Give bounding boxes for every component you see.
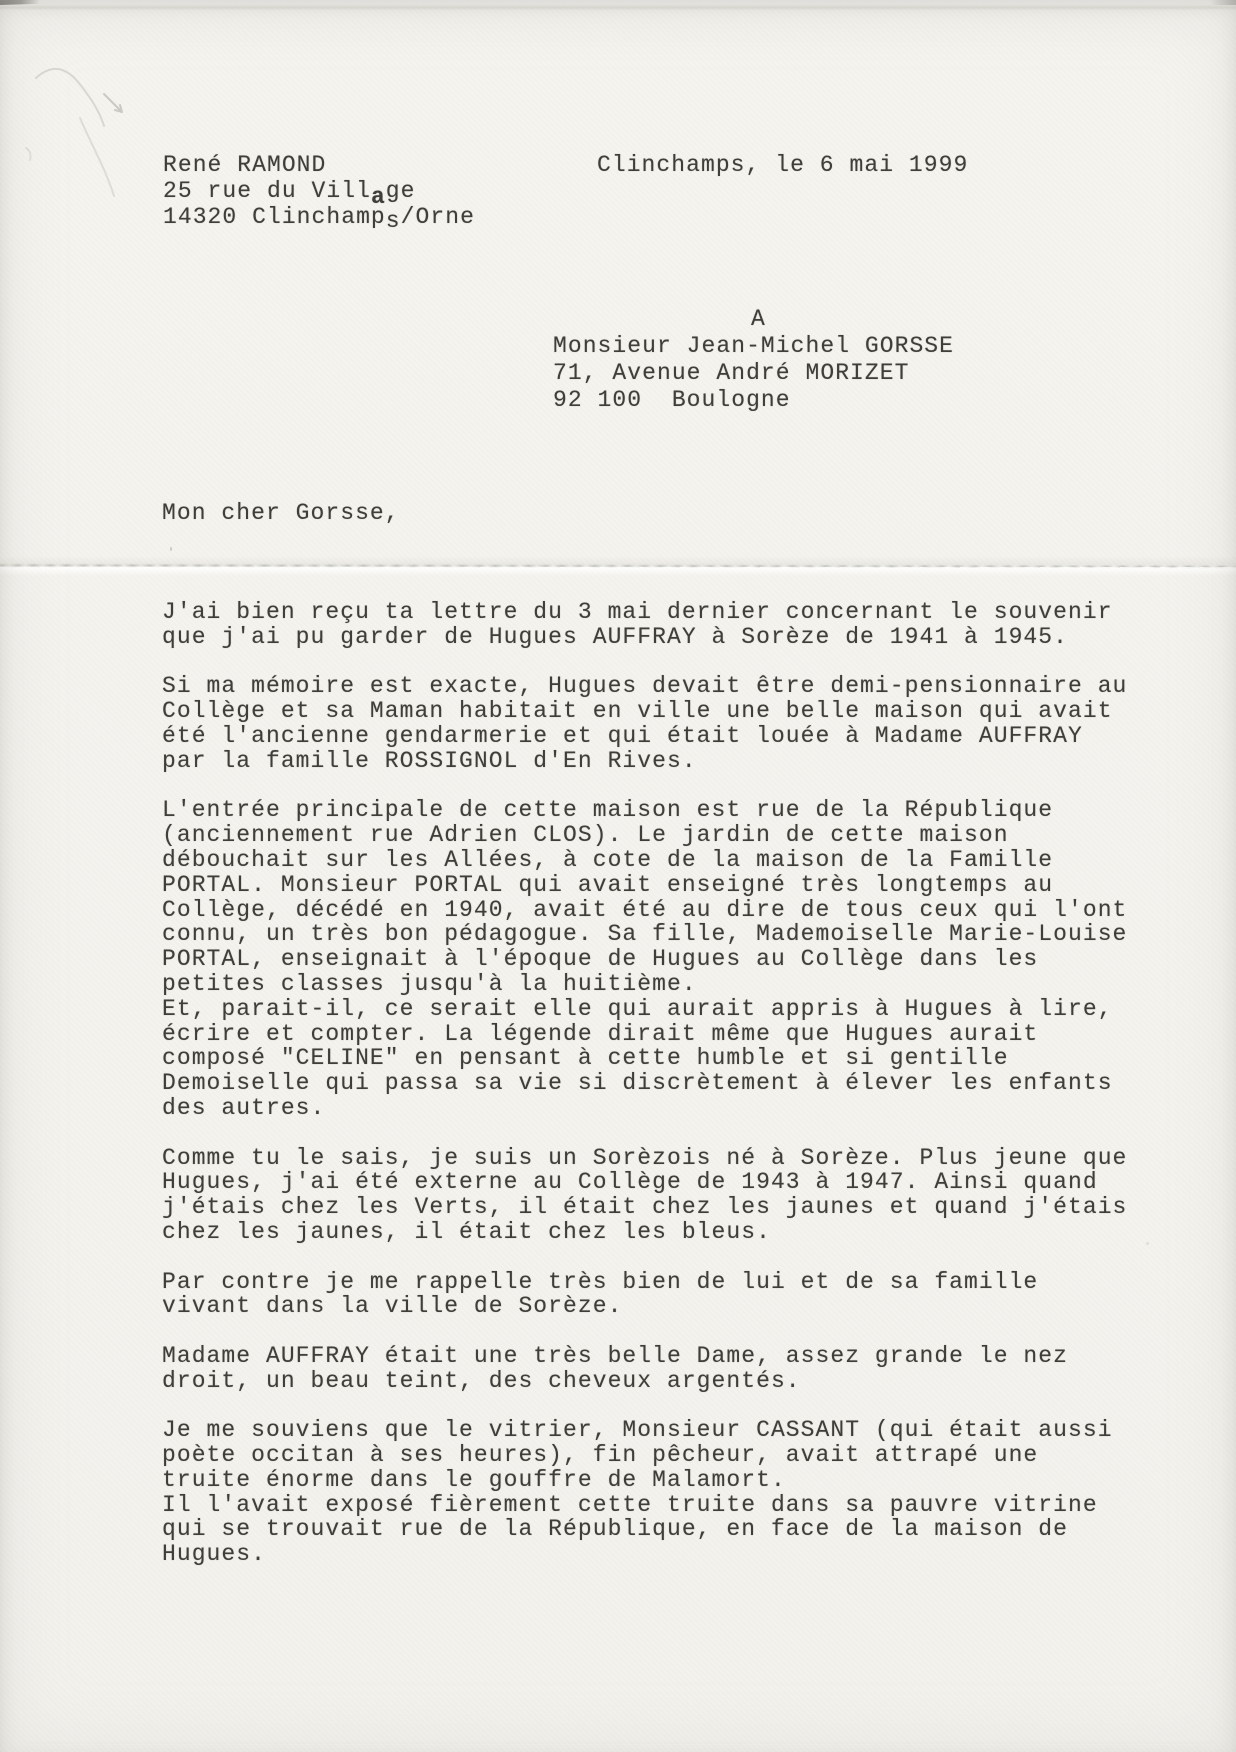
dateline: Clinchamps, le 6 mai 1999 [597,152,969,178]
letter-line: Comme tu le sais, je suis un Sorèzois né à Sorèze. Plus jeune que [162,1144,1128,1171]
letter-line: L'entrée principale de cette maison est rue de la République [162,797,1054,824]
sender-name: René RAMOND [163,152,327,178]
letter-line: des autres. [162,1094,326,1121]
paper-speck [170,547,172,551]
letter-line: J'ai bien reçu ta lettre du 3 mai dernier concernant le souvenir [162,599,1113,625]
letter-line: j'étais chez les Verts, il était chez les jaunes et quand j'étais [162,1194,1128,1221]
scan-corner-mark-right [1206,0,1236,5]
letter-line: Collège, décédé en 1940, avait été au dire de tous ceux qui l'ont [162,896,1128,923]
sender-street-dropped-letter: a [370,184,386,210]
paper-speck [1146,1242,1149,1245]
letter-line: Par contre je me rappelle très bien de lui et de sa famille [162,1268,1039,1295]
fold-crease-highlight [0,567,1236,568]
letter-line: Il l'avait exposé fièrement cette truite dans sa pauvre vitrine [162,1491,1098,1518]
recipient-name: Monsieur Jean-Michel GORSSE [553,333,955,359]
recipient-block [553,333,954,414]
letter-line: été l'ancienne gendarmerie et qui était louée à Madame AUFFRAY [162,722,1083,749]
paper-speck [538,977,541,980]
sender-street-text-end: ge [385,178,416,204]
paragraph-7 [162,1418,1172,1567]
paragraph-5 [162,1270,1172,1320]
letter-line: par la famille ROSSIGNOL d'En Rives. [162,747,697,774]
sender-city [163,204,475,234]
letter-line: (anciennement rue Adrien CLOS). Le jardin de cette maison [162,822,1009,849]
sender-city-dropped-letter: s [385,208,401,234]
letter-body [162,600,1172,1567]
letter-line: chez les jaunes, il était chez les bleus. [162,1218,771,1245]
scan-top-edge [0,0,1236,10]
letter-line: Demoiselle qui passa sa vie si discrètement à élever les enfants [162,1070,1113,1097]
letter-line: vivant dans la ville de Sorèze. [162,1293,623,1320]
salutation: Mon cher Gorsse, [162,500,400,526]
paragraph-4 [162,1146,1172,1245]
letter-line: composé "CELINE" en pensant à cette humble et si gentille [162,1045,1009,1072]
letter-line: connu, un très bon pédagogue. Sa fille, Mademoiselle Marie-Louise [162,921,1128,948]
letter-line: débouchait sur les Allées, à cote de la maison de la Famille [162,846,1054,873]
recipient-heading: A [751,306,766,332]
paragraph-2 [162,674,1172,773]
fold-crease [0,556,1236,576]
letter-line: poète occitan à ses heures), fin pêcheur, avait attrapé une [162,1442,1039,1469]
letter-line: Et, parait-il, ce serait elle qui aurait appris à Hugues à lire, [162,995,1113,1022]
letter-line: petites classes jusqu'à la huitième. [162,970,697,997]
paragraph-6 [162,1344,1172,1394]
letter-line: truite énorme dans le gouffre de Malamort. [162,1466,786,1493]
letter-line: Madame AUFFRAY était une très belle Dame, assez grande le nez [162,1342,1068,1369]
paragraph-3 [162,798,1172,1120]
recipient-city: 92 100 Boulogne [553,387,791,413]
letter-line: PORTAL. Monsieur PORTAL qui avait enseigné très longtemps au [162,871,1054,898]
letter-line: Je me souviens que le vitrier, Monsieur CASSANT (qui était aussi [162,1417,1113,1444]
letter-line: droit, un beau teint, des cheveux argentés. [162,1367,801,1394]
sender-street [163,178,475,210]
letter-line: Hugues. [162,1541,266,1568]
letter-line: Hugues, j'ai été externe au Collège de 1943 à 1947. Ainsi quand [162,1169,1098,1196]
letter-line: écrire et compter. La légende dirait même que Hugues aurait [162,1020,1039,1047]
sender-city-text-end: /Orne [400,204,475,230]
letter-line: Collège et sa Maman habitait en ville une belle maison qui avait [162,698,1113,725]
recipient-street: 71, Avenue André MORIZET [553,360,910,386]
sender-block [163,152,475,234]
letter-line: Si ma mémoire est exacte, Hugues devait être demi-pensionnaire au [162,673,1128,700]
sender-city-text: 14320 Clinchamp [163,204,386,230]
paragraph-1 [162,600,1172,650]
letter-line: qui se trouvait rue de la République, en face de la maison de [162,1516,1068,1543]
letter-line: que j'ai pu garder de Hugues AUFFRAY à Sorèze de 1941 à 1945. [162,623,1068,650]
letter-line: PORTAL, enseignait à l'époque de Hugues au Collège dans les [162,946,1039,973]
sender-street-text: 25 rue du Vill [163,178,371,204]
